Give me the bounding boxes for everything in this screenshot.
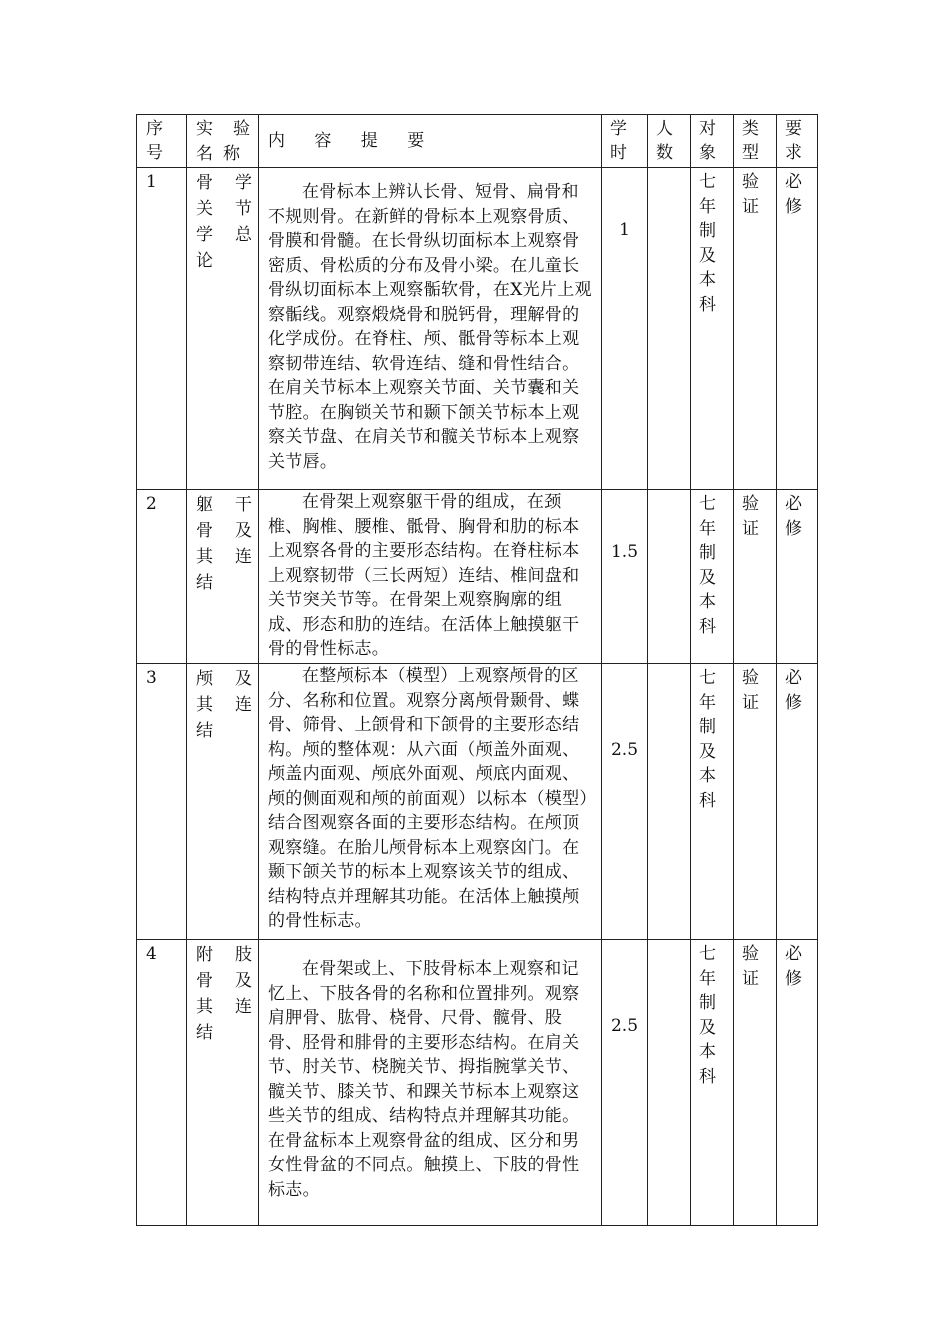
header-people: 人数 [648,115,691,168]
row-requirement: 必修 [777,168,818,490]
row-name-char: 结 [196,1023,213,1043]
row-name-char: 及 [235,669,252,689]
row-name [187,664,259,940]
row-people [648,168,691,490]
row-name-char: 干 [235,495,252,515]
row-name [187,940,259,1226]
row-name-char: 连 [235,547,252,567]
header-requirement: 要求 [777,115,818,168]
row-type: 验证 [734,940,777,1226]
table-row [137,490,818,664]
row-name-char: 连 [235,695,252,715]
row-name-char: 连 [235,997,252,1017]
row-name-char: 其 [196,547,213,567]
row-name-char: 骨 [196,971,213,991]
row-requirement: 必修 [777,940,818,1226]
row-name-char: 总 [235,225,252,245]
header-name-char: 实 [196,119,213,139]
row-content [259,664,602,940]
experiment-table [136,114,818,1226]
row-target: 七年制及本科 [691,940,734,1226]
row-content [259,940,602,1226]
row-num: 4 [137,940,187,1226]
header-target: 对象 [691,115,734,168]
row-name [187,168,259,490]
row-content [259,490,602,664]
row-target: 七年制及本科 [691,664,734,940]
row-people [648,490,691,664]
row-num: 2 [137,490,187,664]
row-name-char: 节 [235,199,252,219]
row-content-text: 在骨架上观察躯干骨的组成，在颈椎、胸椎、腰椎、骶骨、胸骨和肋的标本上观察各骨的主要形态结构。在脊柱标本上观察韧带（三长两短）连结、椎间盘和关节突关节等。在骨架上观察胸廓的组成、形态和肋的连结。在活体上触摸躯干骨的骨性标志。 [268,492,580,659]
row-name-char: 及 [235,971,252,991]
row-num: 1 [137,168,187,490]
row-type: 验证 [734,168,777,490]
row-name-char: 结 [196,573,213,593]
row-hours: 2.5 [602,664,648,940]
row-content [259,168,602,490]
row-name-char: 及 [235,521,252,541]
header-name-char: 验 [233,119,250,139]
row-target: 七年制及本科 [691,490,734,664]
row-name-char: 论 [196,251,213,271]
row-num: 3 [137,664,187,940]
row-hours: 1 [602,168,648,490]
row-name-char: 躯 [196,495,213,515]
row-name-char: 学 [235,173,252,193]
header-num: 序号 [137,115,187,168]
header-content: 内 容 提 要 [259,115,602,168]
row-requirement: 必修 [777,664,818,940]
row-name-char: 骨 [196,173,213,193]
table-row [137,940,818,1226]
row-name-char: 关 [196,199,213,219]
row-content-text: 在骨架或上、下肢骨标本上观察和记忆上、下肢各骨的名称和位置排列。观察肩胛骨、肱骨、桡骨、尺骨、髋骨、股骨、胫骨和腓骨的主要形态结构。在肩关节、肘关节、桡腕关节、拇指腕掌关节、髋关节、膝关节、和踝关节标本上观察这些关节的组成、结构特点并理解其功能。在骨盆标本上观察骨盆的组成、区分和男女性骨盆的不同点。触摸上、下肢的骨性标志。 [268,959,580,1200]
row-name-char: 其 [196,695,213,715]
row-hours: 1.5 [602,490,648,664]
row-target: 七年制及本科 [691,168,734,490]
table-row [137,664,818,940]
row-name-char: 附 [196,945,213,965]
row-name-char: 颅 [196,669,213,689]
row-name-char: 骨 [196,521,213,541]
header-name [187,115,259,168]
row-name-char: 结 [196,721,213,741]
row-people [648,940,691,1226]
row-people [648,664,691,940]
row-requirement: 必修 [777,490,818,664]
header-row [137,115,818,168]
row-name [187,490,259,664]
row-name-char: 其 [196,997,213,1017]
header-type: 类型 [734,115,777,168]
row-content-text: 在整颅标本（模型）上观察颅骨的区分、名称和位置。观察分离颅骨颞骨、蝶骨、筛骨、上颌骨和下颌骨的主要形态结构。颅的整体观：从六面（颅盖外面观、颅盖内面观、颅底外面观、颅底内面观、颅的侧面观和颅的前面观）以标本（模型）结合图观察各面的主要形态结构。在颅顶观察缝。在胎儿颅骨标本上观察囟门。在颞下颌关节的标本上观察该关节的组成、结构特点并理解其功能。在活体上触摸颅的骨性标志。 [268,666,589,931]
row-type: 验证 [734,490,777,664]
row-hours: 2.5 [602,940,648,1226]
header-hours: 学时 [602,115,648,168]
header-name-char: 名 [196,143,213,164]
row-type: 验证 [734,664,777,940]
header-name-char: 称 [223,143,240,164]
row-name-char: 肢 [235,945,252,965]
row-name-char: 学 [196,225,213,245]
row-content-text: 在骨标本上辨认长骨、短骨、扁骨和不规则骨。在新鲜的骨标本上观察骨质、骨膜和骨髓。在长骨纵切面标本上观察骨密质、骨松质的分布及骨小梁。在儿童长骨纵切面标本上观察骺软骨，在X光片上观察骺线。观察煅烧骨和脱钙骨，理解骨的化学成份。在脊柱、颅、骶骨等标本上观察韧带连结、软骨连结、缝和骨性结合。在肩关节标本上观察关节面、关节囊和关节腔。在胸锁关节和颞下颌关节标本上观察关节盘、在肩关节和髋关节标本上观察关节唇。 [268,182,592,472]
table-row [137,168,818,490]
